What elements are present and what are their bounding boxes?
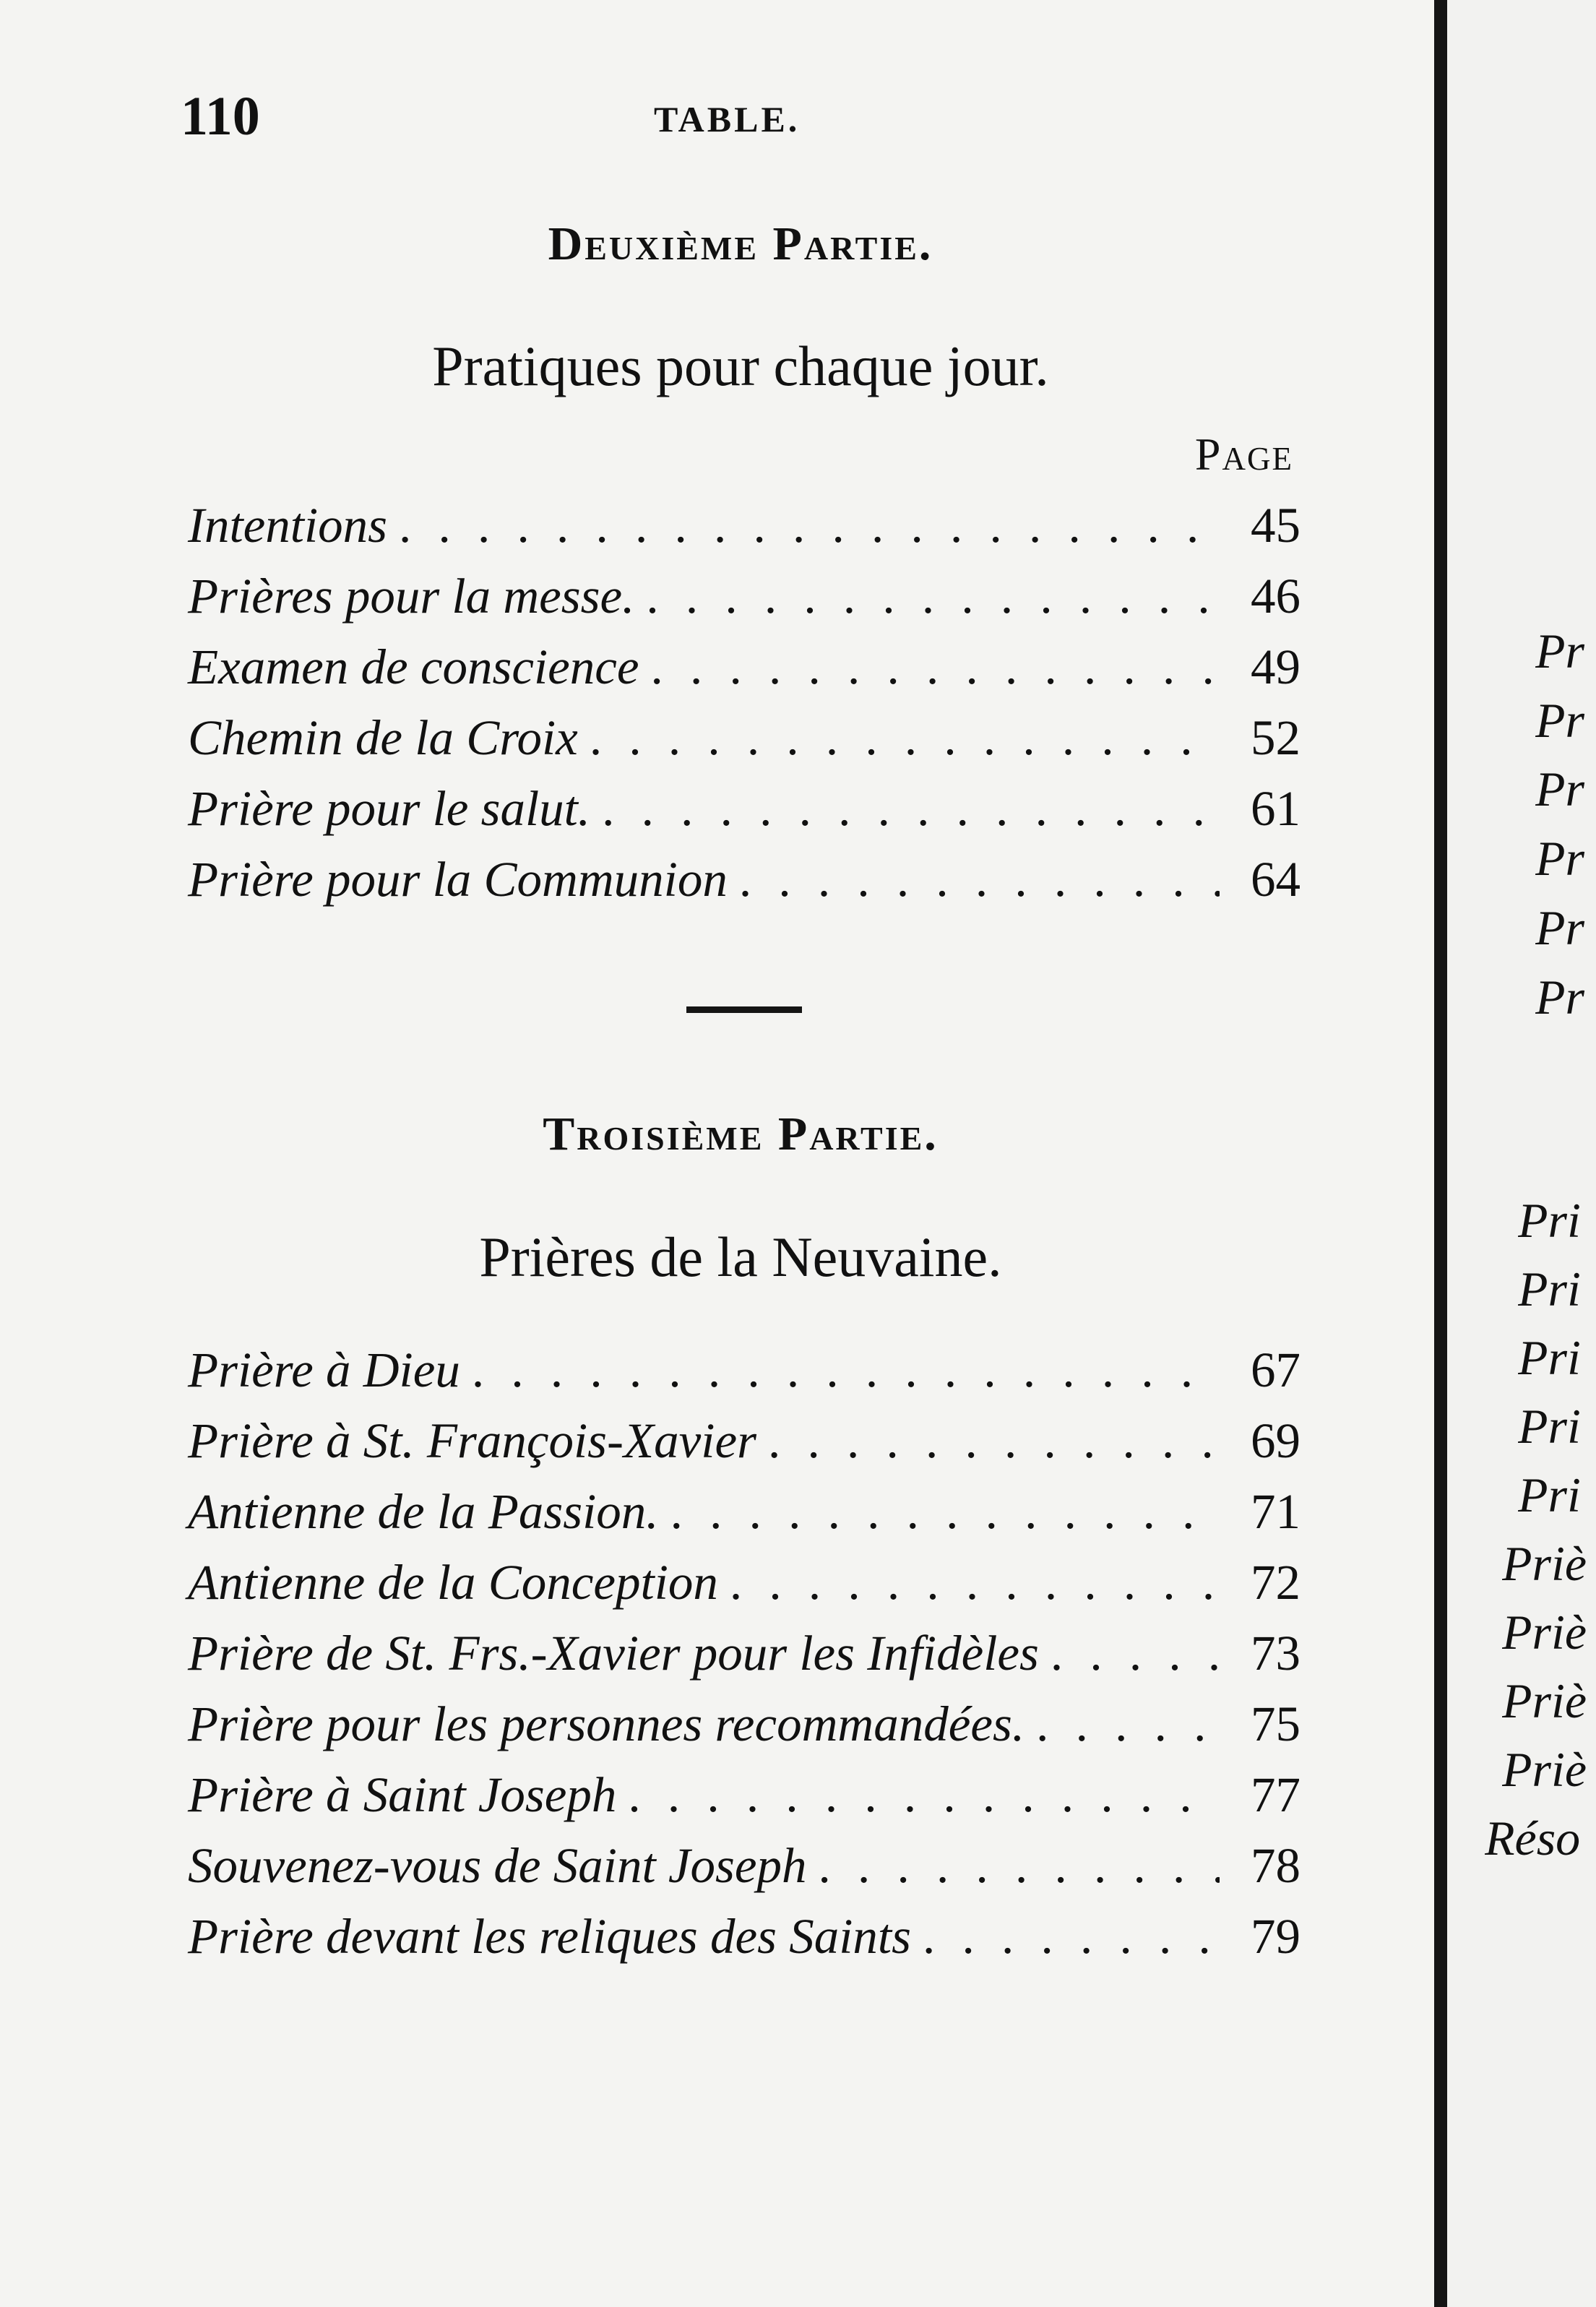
toc-entry (188, 497, 1300, 568)
toc-entry-page: 72 (1251, 1555, 1300, 1610)
dot-leader (399, 497, 1220, 554)
toc-entry-page: 73 (1251, 1626, 1300, 1681)
dot-leader (670, 1483, 1220, 1540)
dot-leader (730, 1554, 1220, 1611)
dot-leader (602, 780, 1220, 837)
toc-entry-page: 64 (1251, 852, 1300, 907)
adjacent-page-fragment-line: Pr (1535, 762, 1584, 816)
dot-leader (819, 1837, 1220, 1894)
toc-entry-title: Prière pour le salut. (188, 781, 591, 836)
toc-entry-title: Intentions (188, 498, 387, 553)
adjacent-page-fragment-line: Pr (1535, 831, 1584, 886)
adjacent-page-fragment-line: Pr (1535, 970, 1584, 1025)
adjacent-page-fragment-line: Priè (1502, 1536, 1587, 1591)
toc-entry (188, 851, 1300, 922)
toc-entry-title: Prière pour les personnes recommandées. (188, 1696, 1025, 1751)
page-column-label: Page (1194, 428, 1293, 480)
toc-entry-title: Prière pour la Communion (188, 852, 728, 907)
section-divider (686, 1006, 802, 1013)
adjacent-page-fragment-line: Pr (1535, 693, 1584, 748)
toc-entry (188, 1696, 1300, 1767)
toc-entry-title: Chemin de la Croix (188, 710, 578, 765)
part-two-section-title: Pratiques pour chaque jour. (432, 335, 1049, 397)
toc-entry (188, 1554, 1300, 1625)
book-gutter (1434, 0, 1447, 2307)
dot-leader (472, 1342, 1220, 1399)
adjacent-page-fragment-line: Priè (1502, 1605, 1587, 1660)
dot-leader (739, 851, 1220, 908)
toc-entry (188, 1625, 1300, 1696)
toc-entry (188, 1342, 1300, 1413)
toc-entry-title: Prière devant les reliques des Saints (188, 1909, 911, 1964)
adjacent-page-fragment-line: Pr (1535, 624, 1584, 678)
toc-entry-page: 52 (1251, 710, 1300, 765)
toc-entry-title: Prière de St. Frs.-Xavier pour les Infidèles (188, 1626, 1039, 1681)
toc-entry (188, 710, 1300, 780)
adjacent-page-fragment-line: Pri (1518, 1193, 1581, 1248)
toc-entry-page: 67 (1251, 1342, 1300, 1397)
dot-leader (651, 639, 1220, 696)
toc-entry-title: Prières pour la messe. (188, 569, 635, 624)
dot-leader (768, 1413, 1220, 1470)
adjacent-page-fragment (1447, 0, 1596, 2307)
dot-leader (590, 710, 1220, 767)
toc-entry (188, 1908, 1300, 1979)
dot-leader (646, 568, 1220, 625)
toc-entry-page: 69 (1251, 1413, 1300, 1468)
dot-leader (1051, 1625, 1220, 1682)
dot-leader (923, 1908, 1220, 1965)
adjacent-page-fragment-line: Priè (1502, 1742, 1587, 1797)
toc-entry (188, 1483, 1300, 1554)
toc-entry (188, 1767, 1300, 1837)
toc-entry-page: 61 (1251, 781, 1300, 836)
toc-entry-page: 79 (1251, 1909, 1300, 1964)
adjacent-page-fragment-line: Pri (1518, 1262, 1581, 1316)
running-head: TABLE. (654, 99, 801, 139)
toc-entry-title: Antienne de la Conception (188, 1555, 718, 1610)
toc-entry-title: Prière à Dieu (188, 1342, 460, 1397)
toc-entry (188, 639, 1300, 710)
toc-entry (188, 1837, 1300, 1908)
toc-entry-page: 71 (1251, 1484, 1300, 1539)
dot-leader (628, 1767, 1220, 1824)
part-two-title: Deuxième Partie. (548, 217, 933, 270)
part-three-title: Troisième Partie. (543, 1108, 939, 1160)
page-header (181, 85, 1293, 150)
part-three-section-title: Prières de la Neuvaine. (479, 1225, 1002, 1288)
adjacent-page-fragment-line: Réso (1485, 1811, 1581, 1866)
toc-entry-page: 45 (1251, 498, 1300, 553)
page-number: 110 (181, 86, 260, 147)
toc-entry-page: 46 (1251, 569, 1300, 624)
toc-entry-page: 49 (1251, 639, 1300, 694)
toc-entry-page: 77 (1251, 1767, 1300, 1822)
toc-entry-title: Antienne de la Passion. (188, 1484, 659, 1539)
toc-entry-title: Examen de conscience (188, 639, 639, 694)
toc-entry-page: 78 (1251, 1838, 1300, 1893)
adjacent-page-fragment-line: Pri (1518, 1330, 1581, 1385)
part-three-table-of-contents (188, 1342, 1300, 1979)
toc-entry (188, 780, 1300, 851)
toc-entry (188, 568, 1300, 639)
toc-entry (188, 1413, 1300, 1483)
adjacent-page-fragment-line: Priè (1502, 1673, 1587, 1728)
adjacent-page-fragment-line: Pri (1518, 1467, 1581, 1522)
adjacent-page-fragment-line: Pri (1518, 1399, 1581, 1454)
toc-entry-title: Prière à Saint Joseph (188, 1767, 617, 1822)
adjacent-page-fragment-line: Pr (1535, 900, 1584, 955)
toc-entry-title: Prière à St. François-Xavier (188, 1413, 756, 1468)
part-two-table-of-contents (188, 497, 1300, 922)
toc-entry-page: 75 (1251, 1696, 1300, 1751)
toc-entry-title: Souvenez-vous de Saint Joseph (188, 1838, 807, 1893)
dot-leader (1036, 1696, 1220, 1753)
